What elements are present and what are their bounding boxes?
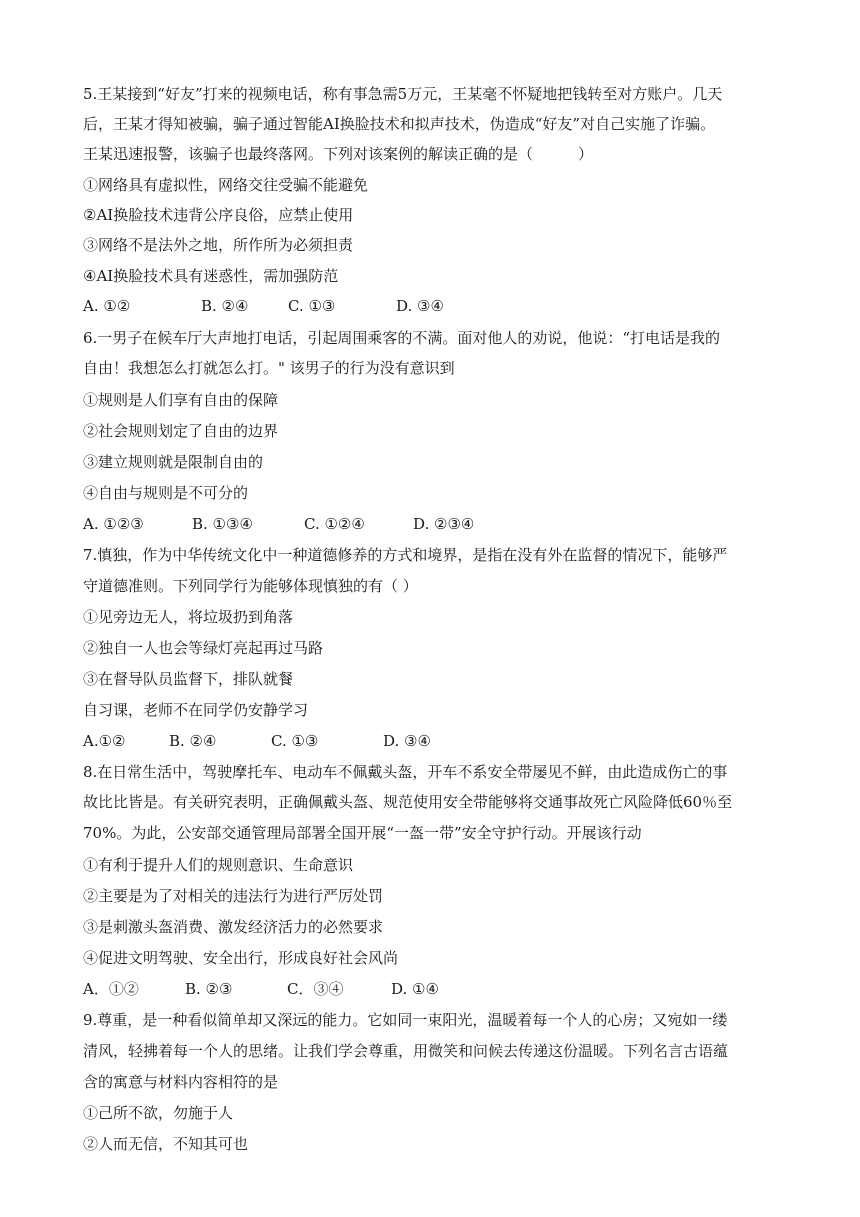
q9-stem-line-1: 9.尊重，是一种看似简单却又深远的能力。它如同一束阳光，温暖着每一个人的心房；又宛如一缕 bbox=[83, 1011, 728, 1029]
q9-item-1: ①己所不欲，勿施于人 bbox=[83, 1104, 234, 1122]
q5-stem-line-1: 5.王某接到“好友”打来的视频电话，称有事急需5万元，王某毫不怀疑地把钱转至对方账户。几天 bbox=[83, 85, 723, 103]
q9-stem-line-3: 含的寓意与材料内容相符的是 bbox=[83, 1073, 279, 1091]
q5-item-3: ③网络不是法外之地，所作所为必须担责 bbox=[83, 236, 354, 254]
q8-item-1: ①有利于提升人们的规则意识、生命意识 bbox=[83, 856, 354, 874]
q5-item-1: ①网络具有虚拟性，网络交往受骗不能避免 bbox=[83, 176, 369, 194]
q5-item-4: ④AI换脸技术具有迷惑性，需加强防范 bbox=[83, 267, 339, 285]
q5-option-a[interactable]: A. ①② bbox=[83, 297, 131, 315]
q8-item-3: ③是刺激头盔消费、激发经济活力的必然要求 bbox=[83, 918, 384, 936]
q8-option-a[interactable]: A．①② bbox=[83, 980, 139, 998]
q6-option-d[interactable]: D. ②③④ bbox=[413, 515, 475, 533]
q6-option-c[interactable]: C. ①②④ bbox=[304, 515, 365, 533]
q7-option-c[interactable]: C. ①③ bbox=[271, 732, 319, 750]
q7-item-3: ③在督导队员监督下，排队就餐 bbox=[83, 670, 294, 688]
q9-item-2: ②人而无信，不知其可也 bbox=[83, 1135, 249, 1153]
q8-stem-line-3: 70%。为此，公安部交通管理局部署全国开展“一盔一带”安全守护行动。开展该行动 bbox=[83, 824, 642, 842]
q6-item-4: ④自由与规则是不可分的 bbox=[83, 484, 249, 502]
q6-option-a[interactable]: A. ①②③ bbox=[83, 515, 144, 533]
q7-option-d[interactable]: D. ③④ bbox=[383, 732, 431, 750]
q7-item-4: 自习课，老师不在同学仍安静学习 bbox=[83, 701, 309, 719]
q6-options bbox=[83, 514, 474, 534]
q8-item-4: ④促进文明驾驶、安全出行，形成良好社会风尚 bbox=[83, 949, 399, 967]
q7-item-1: ①见旁边无人，将垃圾扔到角落 bbox=[83, 608, 294, 626]
q8-stem-line-1: 8.在日常生活中，驾驶摩托车、电动车不佩戴头盔，开车不系安全带屡见不鲜，由此造成伤亡的事 bbox=[83, 763, 728, 781]
q8-item-2: ②主要是为了对相关的违法行为进行严厉处罚 bbox=[83, 887, 384, 905]
q7-item-2: ②独自一人也会等绿灯亮起再过马路 bbox=[83, 639, 324, 657]
q9-stem-line-2: 清风，轻拂着每一个人的思绪。让我们学会尊重，用微笑和问候去传递这份温暖。下列名言古语蕴 bbox=[83, 1042, 729, 1060]
q5-option-c[interactable]: C. ①③ bbox=[288, 297, 336, 315]
q7-option-a[interactable]: A.①② bbox=[83, 732, 126, 750]
q6-stem-line-1: 6.一男子在候车厅大声地打电话，引起周围乘客的不满。面对他人的劝说，他说：“打电话是我的 bbox=[83, 329, 720, 347]
q8-option-c[interactable]: C．③④ bbox=[287, 980, 344, 998]
q5-options bbox=[83, 296, 444, 316]
q6-stem-line-2: 自由！我想怎么打就怎么打。" 该男子的行为没有意识到 bbox=[83, 359, 455, 377]
q7-options bbox=[83, 731, 431, 751]
q7-stem-line-1: 7.慎独，作为中华传统文化中一种道德修养的方式和境界，是指在没有外在监督的情况下，能够严 bbox=[83, 546, 728, 564]
q7-stem-line-2: 守道德准则。下列同学行为能够体现慎独的有（ ） bbox=[83, 577, 418, 595]
q6-option-b[interactable]: B. ①③④ bbox=[192, 515, 253, 533]
q5-stem-line-2: 后，王某才得知被骗，骗子通过智能AI换脸技术和拟声技术，伪造成“好友”对自己实施了诈骗。 bbox=[83, 115, 716, 133]
q8-option-d[interactable]: D. ①④ bbox=[391, 980, 439, 998]
q5-stem-line-3: 王某迅速报警，该骗子也最终落网。下列对该案例的解读正确的是（ ） bbox=[83, 145, 594, 163]
q5-option-d[interactable]: D. ③④ bbox=[396, 297, 444, 315]
q5-option-b[interactable]: B. ②④ bbox=[201, 297, 249, 315]
q5-item-2: ②AI换脸技术违背公序良俗，应禁止使用 bbox=[83, 206, 354, 224]
q8-options bbox=[83, 979, 439, 999]
q6-item-3: ③建立规则就是限制自由的 bbox=[83, 453, 264, 471]
q6-item-2: ②社会规则划定了自由的边界 bbox=[83, 422, 279, 440]
q6-item-1: ①规则是人们享有自由的保障 bbox=[83, 391, 279, 409]
q8-option-b[interactable]: B. ②③ bbox=[185, 980, 233, 998]
q7-option-b[interactable]: B. ②④ bbox=[169, 732, 217, 750]
q8-stem-line-2: 故比比皆是。有关研究表明，正确佩戴头盔、规范使用安全带能够将交通事故死亡风险降低60％至 bbox=[83, 793, 733, 811]
